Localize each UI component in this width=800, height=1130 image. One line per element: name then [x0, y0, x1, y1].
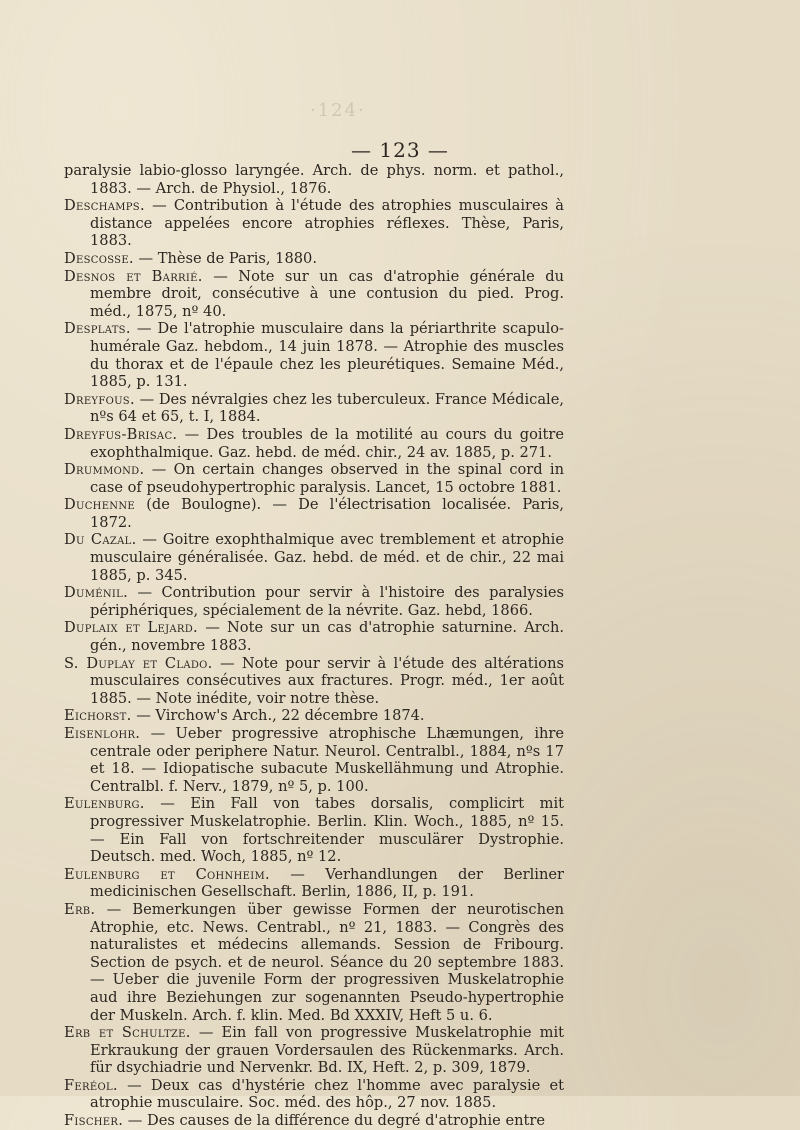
entry-text: — Thèse de Paris, 1880.: [133, 249, 317, 267]
bibliography-entry: [64, 1077, 564, 1112]
entry-text: — Verhandlungen der Berliner medicinischen Gesellschaft. Berlin, 1886, II, p. 191.: [90, 865, 564, 901]
bibliography-entry: [64, 901, 564, 1024]
bibliography-entry: [64, 707, 564, 725]
bibliography-entry: [64, 725, 564, 795]
entry-text: — Des causes de la différence du degré d'atrophie entre: [123, 1112, 545, 1130]
entry-text: — De l'atrophie musculaire dans la périarthrite scapulo-humérale Gaz. hebdom., 14 juin 1878. — Atrophie des muscles du thorax et de l'épaule chez les pleurétiques. Semaine Méd., 1885, p. 131.: [90, 320, 564, 391]
entry-author: Descosse.: [64, 249, 134, 267]
entry-text: — Ein fall von progressive Muskelatrophie mit Erkraukung der grauen Vordersaulen des Rückenmarks. Arch. für dsychiadrie und Nervenkr. Bd. IX, Heft. 2, p. 309, 1879.: [90, 1024, 564, 1077]
entry-text: — Contribution à l'étude des atrophies musculaires à distance appelées encore atrophies réflexes. Thèse, Paris, 1883.: [90, 197, 564, 250]
entry-author: Eulenburg et Cohnheim.: [64, 865, 270, 883]
bibliography-entry: [64, 461, 564, 496]
entry-text: — Ueber progressive atrophische Lhæmungen, ihre centrale oder periphere Natur. Neurol. Centralbl., 1884, nºs 17 et 18. — Idiopatische subacute Muskellähmung und Atrophie. Centralbl. f. Nerv., 1879, nº 5, p. 100.: [90, 725, 564, 795]
entry-author: Erb et Schultze.: [64, 1024, 191, 1042]
entry-author: Duménil.: [64, 584, 129, 602]
entry-author: Desplats.: [64, 320, 131, 338]
entry-author: Dreyfus-Brisac.: [64, 425, 178, 443]
entry-text: — Des troubles de la motilité au cours du goitre exophthalmique. Gaz. hebd. de méd. chir., 24 av. 1885, p. 271.: [90, 425, 564, 461]
bibliography-entry: [64, 268, 564, 321]
entry-text: — On certain changes observed in the spinal cord in case of pseudohypertrophic paralysis. Lancet, 15 octobre 1881.: [90, 461, 564, 496]
entry-author: Duchenne: [64, 496, 135, 514]
bibliography-entry: [64, 391, 564, 426]
entry-text: — Note pour servir à l'étude des altérations musculaires consécutives aux fractures. Progr. méd., 1er août 1885. — Note inédite, voir notre thèse.: [90, 654, 564, 707]
entry-author: Dreyfous.: [64, 390, 135, 408]
entry-author: Eulenburg.: [64, 795, 145, 813]
entry-author: Deschamps.: [64, 197, 145, 215]
bibliography-entry: [64, 1024, 564, 1077]
entry-author: Desnos et Barrié.: [64, 267, 203, 285]
entry-author: Fischer.: [64, 1112, 124, 1130]
page-number: — 123 —: [351, 138, 449, 162]
entry-text: — Ein Fall von tabes dorsalis, complicirt mit progressiver Muskelatrophie. Berlin. Klin. Woch., 1885, nº 15. — Ein Fall von fortschreitender musculärer Dystrophie. Deutsch. med. Woch, 1885, nº 12.: [90, 795, 564, 866]
bibliography-entry: [64, 250, 564, 268]
bibliography-entry: [64, 655, 564, 708]
bibliography-entry: [64, 320, 564, 390]
entry-author: S. Duplay et Clado.: [64, 654, 213, 672]
bibliography-entry: [64, 1112, 564, 1130]
bibliography-entry: [64, 619, 564, 654]
entry-author: Eisenlohr.: [64, 725, 141, 742]
bibliography-entry: [64, 866, 564, 901]
bibliography-entry: [64, 162, 564, 197]
entry-author: Feréol.: [64, 1076, 118, 1094]
entry-text: paralysie labio-glosso laryngée. Arch. de phys. norm. et pathol., 1883. — Arch. de Physiol., 1876.: [64, 162, 564, 197]
entry-text: — Note sur un cas d'atrophie saturnine. Arch. gén., novembre 1883.: [90, 619, 564, 655]
entry-text: — Deux cas d'hystérie chez l'homme avec paralysie et atrophie musculaire. Soc. méd. des hôp., 27 nov. 1885.: [90, 1076, 564, 1112]
entry-text: — Contribution pour servir à l'histoire des paralysies périphériques, spécialement de la névrite. Gaz. hebd, 1866.: [90, 584, 564, 619]
entry-author: Duplaix et Lejard.: [64, 619, 198, 637]
entry-text: (de Boulogne). — De l'électrisation localisée. Paris, 1872.: [90, 496, 564, 531]
entry-text: — Des névralgies chez les tuberculeux. France Médicale, nºs 64 et 65, t. I, 1884.: [90, 390, 564, 426]
entry-text: — Goitre exophthalmique avec tremblement et atrophie musculaire généralisée. Gaz. hebd. de méd. et de chir., 22 mai 1885, p. 345.: [90, 531, 564, 584]
entry-text: — Virchow's Arch., 22 décembre 1874.: [131, 707, 425, 725]
entry-text: — Note sur un cas d'atrophie générale du membre droit, consécutive à une contusion du pied. Prog. méd., 1875, nº 40.: [90, 267, 564, 320]
entry-author: Erb.: [64, 900, 96, 918]
bibliography-list: [64, 162, 564, 1130]
bibliography-entry: [64, 584, 564, 619]
bibliography-entry: [64, 531, 564, 584]
entry-author: Drummond.: [64, 461, 145, 479]
entry-author: Du Cazal.: [64, 531, 137, 549]
entry-text: — Bemerkungen über gewisse Formen der neurotischen Atrophie, etc. News. Centrabl., nº 21, 1883. — Congrès des naturalistes et médecins allemands. Session de Fribourg. Section de psych. et de neurol. Séance du 20 septembre 1883. — Ueber die juvenile Form der progressiven Muskelatrophie aud ihre Beziehungen zur sogenannten Pseudo-hypertrophie der Muskeln. Arch. f. klin. Med. Bd XXXIV, Heft 5 u. 6.: [90, 900, 564, 1024]
bibliography-entry: [64, 795, 564, 865]
bibliography-entry: [64, 496, 564, 531]
bleed-through-mark: ·124·: [310, 100, 366, 121]
bibliography-entry: [64, 426, 564, 461]
entry-author: Eichorst.: [64, 707, 132, 725]
bibliography-entry: [64, 197, 564, 250]
